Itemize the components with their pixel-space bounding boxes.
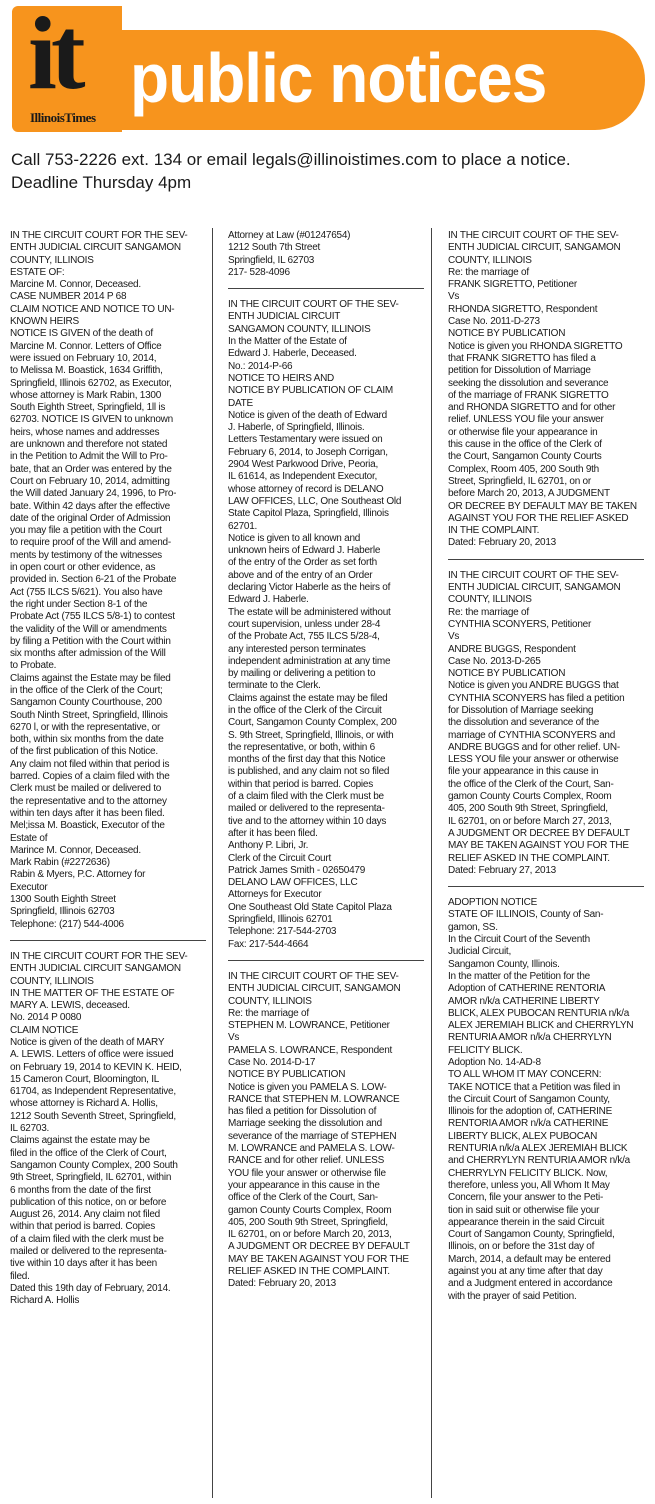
notice-separator [10,940,206,941]
notice-marriage-sconyers: IN THE CIRCUIT COURT OF THE SEV- ENTH JUDICIAL CIRCUIT, SANGAMON COUNTY, ILLINOIS Re: the marriage of CYNTHIA SCONYERS, Petitioner Vs ANDRE BUGGS, Respondent Case No. 2013-D-265 NOTICE BY PUBLICATION Notice is given you ANDRE BUGGS that CYNTHIA SCONYERS has filed a petition for Dissolution of Marriage seeking the dissolution and severance of the marriage of CYNTHIA SCONYERS and ANDRE BUGGS and for other relief. UN- LESS YOU file your answer or otherwise file your appearance in this cause in the office of the Clerk of the Court, San- gamon County Courts Complex, Room 405, 200 South 9th Street, Springfield, IL 62701, on or before March 27, 2013, A JUDGMENT OR DECREE BY DEFAULT MAY BE TAKEN AGAINST YOU FOR THE RELIEF ASKED IN THE COMPLAINT. Dated: February 27, 2013 [448,569,630,876]
notice-estate-lewis-continued: Attorney at Law (#01247654) 1212 South 7th Street Springfield, IL 62703 217- 528-4096 [228,230,351,278]
masthead [0,0,655,145]
notice-estate-haberle: IN THE CIRCUIT COURT OF THE SEV- ENTH JUDICIAL CIRCUIT SANGAMON COUNTY, ILLINOIS In the Matter of the Estate of Edward J. Haberle, Deceased. No.: 2014-P-66 NOTICE TO HEIRS AND NOTICE BY PUBLICATION OF CLAIM DATE Notice is given of the death of Edward J. Haberle, of Springfield, Illinois. Letters Testamentary were issued on February 6, 2014, to Joseph Corrigan, 2904 West Parkwood Drive, Peoria, IL 61614, as Independent Executor, whose attorney of record is DELANO LAW OFFICES, LLC, One Southeast Old State Capitol Plaza, Springfield, Illinois 62701. Notice is given to all known and unknown heirs of Edward J. Haberle of the entry of the Order as set forth above and of the entry of an Order declaring Victor Haberle as the heirs of Edward J. Haberle. The estate will be administered without court supervision, unless under 28-4 of the Probate Act, 755 ILCS 5/28-4, any interested person terminates independent administration at any time by mailing or delivering a petition to terminate to the Clerk. Claims against the estate may be filed in the office of the Clerk of the Circuit Court, Sangamon County Complex, 200 S. 9th Street, Springfield, Illinois, or with the representative, or both, within 6 months of the first day that this Notice is published, and any claim not so filed within that period is barred. Copies of a claim filed with the Clerk must be mailed or delivered to the representa- tive and to the attorney within 10 days after it has been filed. Anthony P. Libri, Jr. Clerk of the Circuit Court Patrick James Smith - 02650479 DELANO LAW OFFICES, LLC Attorneys for Executor One Southeast Old State Capitol Plaza Springfield, Illinois 62701 Telephone: 217-544-2703 Fax: 217-544-4664 [228,299,402,950]
notice-marriage-sigretto: IN THE CIRCUIT COURT OF THE SEV- ENTH JUDICIAL CIRCUIT, SANGAMON COUNTY, ILLINOIS Re: the marriage of FRANK SIGRETTO, Petitioner Vs RHONDA SIGRETTO, Respondent Case No. 2011-D-273 NOTICE BY PUBLICATION Notice is given you RHONDA SIGRETTO that FRANK SIGRETTO has filed a petition for Dissolution of Marriage seeking the dissolution and severance of the marriage of FRANK SIGRETTO and RHONDA SIGRETTO and for other relief. UNLESS YOU file your answer or otherwise file your appearance in this cause in the office of the Clerk of the Court, Sangamon County Courts Complex, Room 405, 200 South 9th Street, Springfield, IL 62701, on or before March 20, 2013, A JUDGMENT OR DECREE BY DEFAULT MAY BE TAKEN AGAINST YOU FOR THE RELIEF ASKED IN THE COMPLAINT. Dated: February 20, 2013 [448,230,637,549]
notice-separator [448,886,644,887]
notice-column-3 [448,230,644,1303]
contact-info [11,148,651,194]
notice-estate-lewis: IN THE CIRCUIT COURT FOR THE SEV- ENTH JUDICIAL CIRCUIT SANGAMON COUNTY, ILLINOIS IN THE MATTER OF THE ESTATE OF MARY A. LEWIS, deceased. No. 2014 P 0080 CLAIM NOTICE Notice is given of the death of MARY A. LEWIS. Letters of office were issued on February 19, 2014 to KEVIN K. HEID, 15 Cameron Court, Bloomington, IL 61704, as Independent Representative, whose attorney is Richard A. Hollis, 1212 South Seventh Street, Springfield, IL 62703. Claims against the estate may be filed in the office of the Clerk of Court, Sangamon County Complex, 200 South 9th Street, Springfield, IL 62701, within 6 months from the date of the first publication of this notice, on or before August 26, 2014. Any claim not filed within that period is barred. Copies of a claim filed with the clerk must be mailed or delivered to the representa- tive within 10 days after it has been filed. Dated this 19th day of February, 2014. Richard A. Hollis [10,950,188,1307]
logo-mark: it [28,0,80,111]
column-divider [431,228,432,1498]
logo-wordmark: IllinoisTimes [30,110,96,125]
column-divider [212,228,213,1498]
notice-column-1 [10,230,206,1308]
notice-separator [228,960,424,961]
notice-marriage-lowrance: IN THE CIRCUIT COURT OF THE SEV- ENTH JUDICIAL CIRCUIT, SANGAMON COUNTY, ILLINOIS Re: the marriage of STEPHEN M. LOWRANCE, Petitioner Vs PAMELA S. LOWRANCE, Respondent Case No. 2014-D-17 NOTICE BY PUBLICATION Notice is given you PAMELA S. LOW- RANCE that STEPHEN M. LOWRANCE has filed a petition for Dissolution of Marriage seeking the dissolution and severance of the marriage of STEPHEN M. LOWRANCE and PAMELA S. LOW- RANCE and for other relief. UNLESS YOU file your answer or otherwise file your appearance in this cause in the office of the Clerk of the Court, San- gamon County Courts Complex, Room 405, 200 South 9th Street, Springfield, IL 62701, on or before March 20, 2013, A JUDGMENT OR DECREE BY DEFAULT MAY BE TAKEN AGAINST YOU FOR THE RELIEF ASKED IN THE COMPLAINT. Dated: February 20, 2013 [228,970,410,1290]
notice-separator [228,288,424,289]
notice-separator [448,559,644,560]
contact-line: Call 753-2226 ext. 134 or email legals@illinoistimes.com to place a notice. [11,150,571,169]
notice-estate-connor: IN THE CIRCUIT COURT FOR THE SEV- ENTH JUDICIAL CIRCUIT SANGAMON COUNTY, ILLINOIS ESTATE OF: Marcine M. Connor, Deceased. CASE NUMBER 2014 P 68 CLAIM NOTICE AND NOTICE TO UN- KNOWN HEIRS NOTICE IS GIVEN of the death of Marcine M. Connor. Letters of Office were issued on February 10, 2014, to Melissa M. Boastick, 1634 Griffith, Springfield, Illinois 62702, as Executor, whose attorney is Mark Rabin, 1300 South Eighth Street, Springfield, 1ll is 62703. NOTICE IS GIVEN to unknown heirs, whose names and addresses are unknown and therefore not stated in the Petition to Admit the Will to Pro- bate, that an Order was entered by the Court on February 10, 2014, admitting the Will dated January 24, 1996, to Pro- bate. Within 42 days after the effective date of the original Order of Admission you may file a petition with the Court to require proof of the Will and amend- ments by testimony of the witnesses in open court or other evidence, as provided in. Section 6-21 of the Probate Act (755 ILCS 5/621). You also have the right under Section 8-1 of the Probate Act (755 ILCS 5/8-1) to contest the validity of the Will or amendments by filing a Petition with the Court within six months after admission of the Will to Probate. Claims against the Estate may be filed in the office of the Clerk of the Court; Sangamon County Courthouse, 200 South Ninth Street, Springfield, Illinois 6270 l, or with the representative, or both, within six months from the date of the first publication of this Notice. Any claim not filed within that period is barred. Copies of a claim filed with the Clerk must be mailed or delivered to the representative and to the attorney within ten days after it has been filed. Mel;issa M. Boastick, Executor of the Estate of Marince M. Connor, Deceased. Mark Rabin (#2272636) Rabin & Myers, P.C. Attorney for Executor 1300 South Eighth Street Springfield, Illinois 62703 Telephone: (217) 544-4006 [10,230,188,930]
deadline-line: Deadline Thursday 4pm [11,173,192,192]
notice-adoption: ADOPTION NOTICE STATE OF ILLINOIS, County of San- gamon, SS. In the Circuit Court of the Seventh Judicial Circuit, Sangamon County, Illinois. In the matter of the Petition for the Adoption of CATHERINE RENTORIA AMOR n/k/a CATHERINE LIBERTY BLICK, ALEX PUBOCAN RENTURIA n/k/a ALEX JEREMIAH BLICK and CHERRYLYN RENTURIA AMOR n/k/a CHERRYLYN FELICITY BLICK. Adoption No. 14-AD-8 TO ALL WHOM IT MAY CONCERN: TAKE NOTICE that a Petition was filed in the Circuit Court of Sangamon County, Illinois for the adoption of, CATHERINE RENTORIA AMOR n/k/a CATHERINE LIBERTY BLICK, ALEX PUBOCAN RENTURIA n/k/a ALEX JEREMIAH BLICK and CHERRYLYN RENTURIA AMOR n/k/a CHERRYLYN FELICITY BLICK. Now, therefore, unless you, All Whom It May Concern, file your answer to the Peti- tion in said suit or otherwise file your appearance therein in the said Circuit Court of Sangamon County, Springfield, Illinois, on or before the 31st day of March, 2014, a default may be entered against you at any time after that day and a Judgment entered in accordance with the prayer of said Petition. [448,897,634,1302]
section-title: public notices [130,39,547,117]
notice-column-2 [228,230,424,1291]
